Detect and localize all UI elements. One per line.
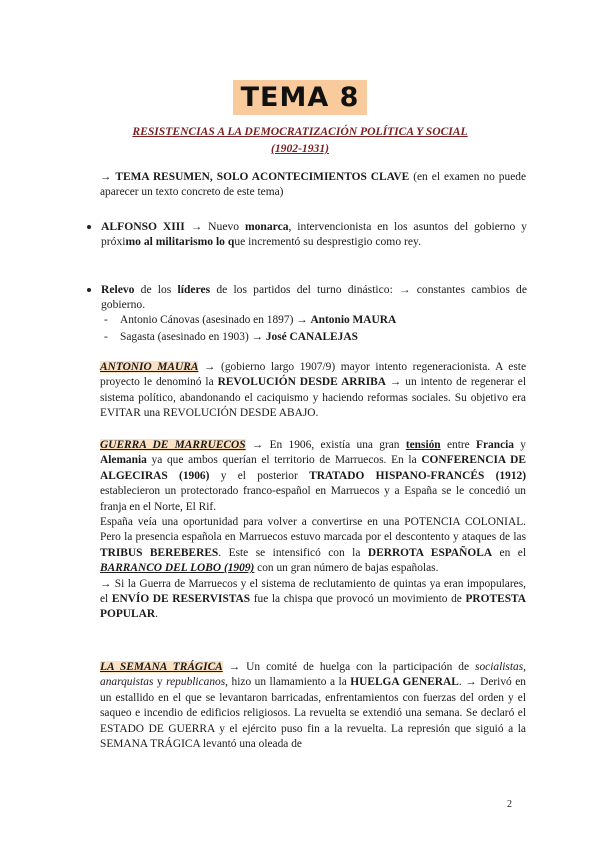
s-huelga: HUELGA GENERAL (350, 676, 459, 689)
s-i2: republicanos (166, 676, 226, 689)
s-t3: , hizo un llamamiento a la (225, 676, 351, 689)
page-title: TEMA 8 (233, 80, 368, 115)
m-barranco: BARRANCO DEL LOBO (1909) (100, 562, 255, 575)
m-t3: y (514, 439, 527, 451)
maura-paragraph (100, 360, 526, 422)
bullet2-c: líderes (177, 283, 211, 296)
sub1-text: Antonio Cánovas (asesinado en 1897) → (120, 314, 311, 326)
m-p2b: . Este se intensificó con la (218, 546, 368, 559)
sub2-bold: José CANALEJAS (265, 331, 358, 343)
bullet1-f: ue incrementó su desprestigio como rey. (234, 235, 421, 249)
m-p2c: en el (492, 546, 526, 559)
maura-t1: → (gobierno largo 1907/9) mayor intento regeneracionista. A este proyecto le denominó la (100, 361, 526, 389)
sub-item-canovas (104, 313, 396, 329)
list-item (87, 282, 527, 313)
m-tension: tensión (405, 439, 441, 451)
m-p3b: fue la chispa que provocó un movimiento de (250, 593, 466, 606)
bullet-dot-icon (87, 288, 91, 292)
m-t2: entre (440, 439, 477, 451)
dash-glyph: - (104, 314, 108, 326)
m-protesta: PROTESTA POPULAR (100, 593, 527, 621)
m-derrota: DERROTA ESPAÑOLA (367, 546, 493, 559)
marruecos-heading: GUERRA DE MARRUECOS (100, 439, 246, 451)
list-item (87, 219, 527, 250)
sub1-bold: Antonio MAURA (310, 314, 397, 326)
m-t1: → En 1906, existía una gran (245, 439, 406, 451)
s-t2: y (153, 676, 167, 689)
maura-heading: ANTONIO MAURA (100, 361, 199, 373)
sub2-text: Sagasta (asesinado en 1903) → (120, 331, 266, 343)
bullet1-c: monarca (244, 220, 289, 233)
m-alemania: Alemania (100, 454, 147, 467)
title-container (0, 80, 600, 115)
m-p2a: España veía una oportunidad para volver a convertirse en una POTENCIA COLONIAL. Pero la presencia española en Marruecos estuvo marcada por el descontento y ataques de las (100, 516, 526, 544)
bullet1-a: ALFONSO XIII (101, 220, 185, 233)
bullet-dot-icon (87, 225, 91, 229)
m-francia: Francia (476, 439, 514, 451)
intro-paragraph (100, 170, 526, 201)
s-i1: socialistas, anarquistas (100, 661, 526, 689)
bullet-item-relevo (87, 282, 527, 313)
m-tratado: TRATADO HISPANO-FRANCÉS (1912) (309, 469, 526, 482)
bullet2-d: de los partidos del turno dinástico: → constantes cambios de gobierno. (101, 283, 527, 312)
m-envio: ENVÍO DE RESERVISTAS (111, 593, 251, 606)
m-p3a: → Si la Guerra de Marruecos y el sistema de reclutamiento de quintas ya eran impopulares, el (100, 577, 526, 606)
bullet1-e: mo al militarismo lo q (125, 235, 235, 249)
maura-b1: REVOLUCIÓN DESDE ARRIBA (217, 376, 386, 389)
subtitle-line-1: RESISTENCIAS A LA DEMOCRATIZACIÓN POLÍTICA Y SOCIAL (132, 125, 468, 138)
bullet1-b: → Nuevo (184, 220, 245, 233)
maura-t2: → un intento de regenerar el sistema político, abandonando el caciquismo y haciendo reformas sociales. Su objetivo era EVITAR una REVOLUCIÓN DESDE ABAJO. (100, 376, 526, 420)
m-t5: y el posterior (209, 469, 310, 482)
semana-heading: LA SEMANA TRÁGICA (100, 661, 223, 673)
m-t6: establecieron un protectorado franco-español en Marruecos y a España se le concedió un franja en el Norte, El Rif. (100, 485, 526, 513)
m-t4: ya que ambos querían el territorio de Marruecos. En la (146, 454, 422, 467)
intro-rest: (en el examen no puede aparecer un texto concreto de este tema) (100, 171, 527, 199)
s-t1: → Un comité de huelga con la participación de (222, 661, 476, 673)
bullet-item-alfonso (87, 219, 527, 250)
s-t4: . → Derivó en un estallido en el que se levantaron barricadas, enfrentamientos con fuerzas del orden y el saqueo e incendio de edificios religiosos. La revuelta se extendió una semana. Se declaró el ESTADO DE GUERRA y el ejército puso fin a la revuelta. La represión que siguió a la SEMANA TRÁGICA levantó una oleada de (100, 676, 526, 751)
bullet2-b: de los (134, 283, 178, 296)
sub-item-sagasta (104, 330, 358, 346)
dash-glyph: - (104, 331, 108, 343)
m-tribus: TRIBUS BEREBERES (100, 546, 219, 559)
subtitle-line-2: (1902-1931) (271, 142, 329, 155)
m-conf: CONFERENCIA DE ALGECIRAS (1906) (100, 454, 526, 482)
m-p2d: con un gran número de bajas españolas. (254, 562, 439, 575)
page-number: 2 (507, 799, 512, 810)
bullet1-d: , intervencionista en los asuntos del gobierno y próxi (101, 220, 527, 249)
arrow-glyph: → (100, 171, 112, 183)
intro-bold: TEMA RESUMEN, SOLO ACONTECIMIENTOS CLAVE (115, 171, 410, 183)
m-p3c: . (155, 608, 158, 621)
bullet2-a: Relevo (101, 283, 135, 296)
subtitle (60, 123, 540, 157)
marruecos-paragraph (100, 438, 526, 623)
semana-paragraph (100, 660, 526, 752)
